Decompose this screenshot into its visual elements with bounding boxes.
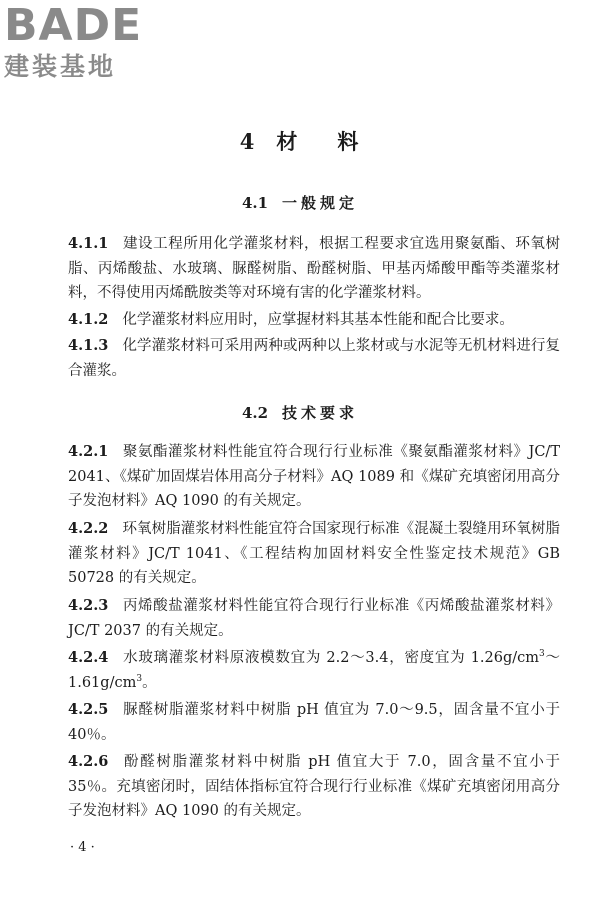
clause-number: 4.2.3 [68,597,109,614]
clause-text-b: ～1.61g/cm [68,650,560,691]
clause-number: 4.1.2 [68,311,109,328]
clause-number: 4.1.3 [68,337,109,354]
superscript: 3 [539,649,545,660]
section-heading [0,192,600,213]
clause [68,698,560,747]
logo [4,2,142,82]
clause [68,232,560,306]
clause-text: 化学灌浆材料可采用两种或两种以上浆材或与水泥等无机材料进行复合灌浆。 [68,338,560,379]
chapter-heading [0,126,600,156]
clause-text: 丙烯酸盐灌浆材料性能宜符合现行行业标准《丙烯酸盐灌浆材料》JC/T 2037 的有关规定。 [68,598,560,639]
clause-number: 4.2.2 [68,520,109,537]
clause [68,517,560,591]
section-number: 4.2 [241,404,269,422]
clause-number: 4.2.1 [68,443,109,460]
clause-number: 4.2.6 [68,753,109,770]
chapter-number: 4 [239,129,257,154]
page-number: · 4 · [70,840,95,855]
section-heading [0,402,600,423]
clause-text-a: 水玻璃灌浆材料原液模数宜为 2.2～3.4，密度宜为 1.26g/cm [122,650,540,666]
logo-subtitle: 建装基地 [4,52,117,81]
clause [68,334,560,383]
section-title: 技术要求 [282,404,359,422]
clause [68,308,560,333]
clause-number: 4.2.4 [68,649,109,666]
clause-number: 4.2.5 [68,701,109,718]
clause-text: 聚氨酯灌浆材料性能宜符合现行行业标准《聚氨酯灌浆材料》JC/T 2041、《煤矿加固煤岩体用高分子材料》AQ 1089 和《煤矿充填密闭用高分子发泡材料》AQ 1090 的有关规定。 [68,444,560,509]
superscript: 3 [136,673,143,684]
section-number: 4.1 [241,194,269,212]
clause-text: 酚醛树脂灌浆材料中树脂 pH 值宜大于 7.0，固含量不宜小于 35％。充填密闭时，固结体指标宜符合现行行业标准《煤矿充填密闭用高分子发泡材料》AQ 1090 的有关规定。 [68,754,560,819]
clause [68,750,560,824]
clause [68,440,560,514]
logo-brand: BADE [4,0,143,51]
clause-text: 化学灌浆材料应用时，应掌握材料其基本性能和配合比要求。 [122,312,514,328]
clause-text: 建设工程所用化学灌浆材料，根据工程要求宜选用聚氨酯、环氧树脂、丙烯酸盐、水玻璃、脲醛树脂、酚醛树脂、甲基丙烯酸甲酯等类灌浆材料，不得使用丙烯酰胺类等对环境有害的化学灌浆材料。 [68,236,560,301]
clause-text-c: 。 [142,674,157,691]
chapter-title-a: 材 [276,129,300,154]
clause-text: 环氧树脂灌浆材料性能宜符合国家现行标准《混凝土裂缝用环氧树脂灌浆材料》JC/T 1041、《工程结构加固材料安全性鉴定技术规范》GB 50728 的有关规定。 [68,521,560,586]
clause [68,646,560,695]
section-title: 一般规定 [282,194,359,212]
clause [68,594,560,643]
clause-text: 脲醛树脂灌浆材料中树脂 pH 值宜为 7.0～9.5，固含量不宜小于 40％。 [68,702,560,743]
chapter-title-b: 料 [337,129,361,154]
clause-number: 4.1.1 [68,235,109,252]
